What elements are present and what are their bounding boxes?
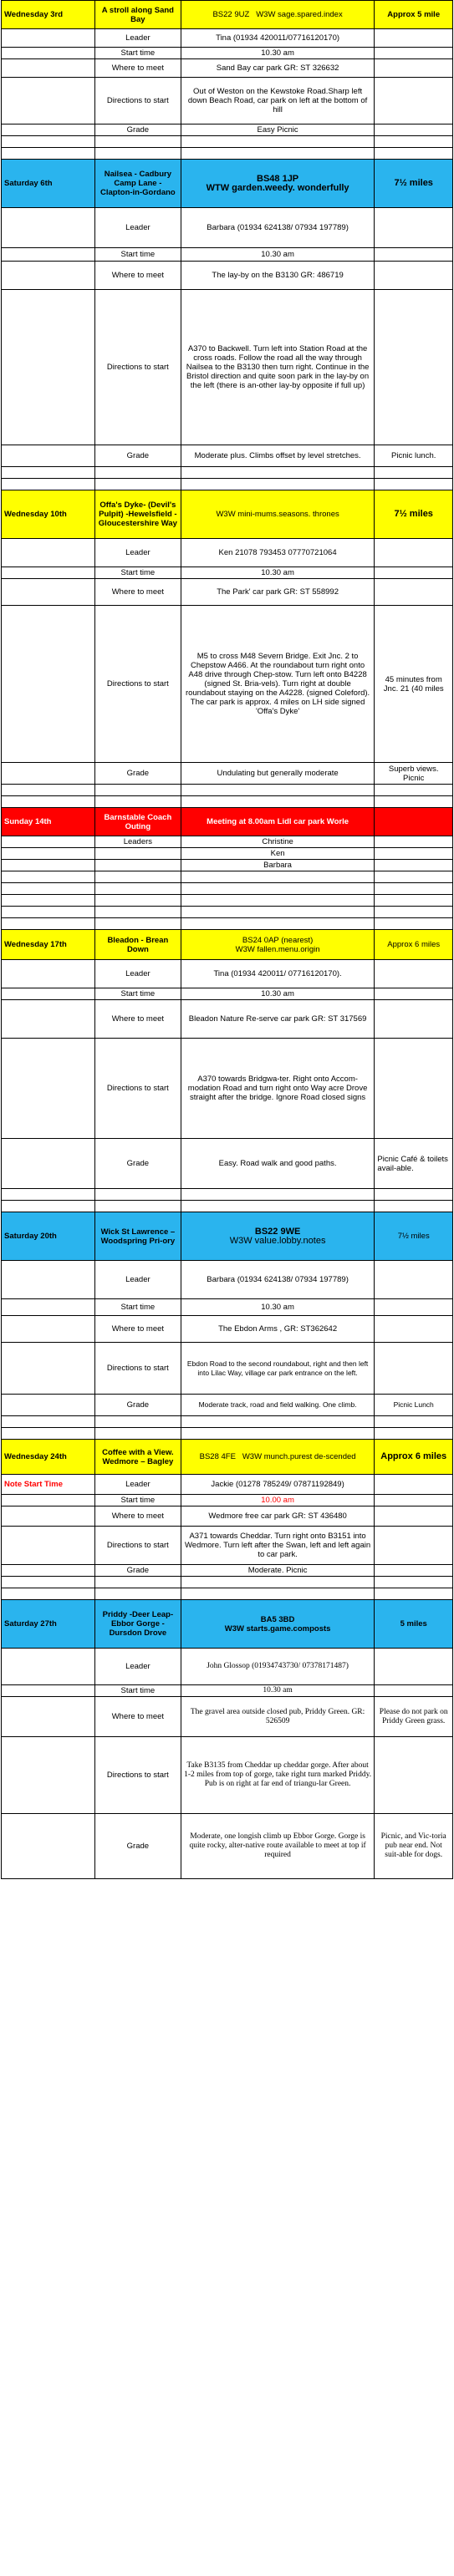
grade-value: Moderate. Picnic (181, 1565, 375, 1577)
grade-note: Picnic Lunch (375, 1395, 453, 1416)
grade-row (2, 763, 453, 785)
meet-label: Where to meet (94, 59, 181, 78)
directions-value: A371 towards Cheddar. Turn right onto B3151 into Wedmore. Turn left after the Swan, left and left again to car park. (181, 1527, 375, 1565)
start-time-label: Start time (94, 567, 181, 579)
directions-row (2, 290, 453, 445)
start-time-row (2, 48, 453, 59)
walk-title: Coffee with a View. Wedmore – Bagley (94, 1440, 181, 1475)
walk-distance: 5 miles (375, 1600, 453, 1649)
leader-value: Barbara (01934 624138/ 07934 197789) (181, 208, 375, 248)
directions-label: Directions to start (94, 290, 181, 445)
grade-row (2, 1814, 453, 1879)
leaders-label: Leaders (94, 836, 181, 848)
walk-location-code: W3W mini-mums.seasons. thrones (181, 490, 375, 539)
leader-value: Tina (01934 420011/07716120170) (181, 29, 375, 48)
meet-row (2, 1000, 453, 1039)
meet-label: Where to meet (94, 1506, 181, 1527)
meet-row (2, 1697, 453, 1737)
leader-value: Ken 21078 793453 07770721064 (181, 539, 375, 567)
note-start-time: Note Start Time (2, 1475, 95, 1495)
start-time-row (2, 988, 453, 1000)
leaders-row (2, 860, 453, 871)
grade-value: Moderate, one longish climb up Ebbor Gorge. Gorge is quite rocky, alter-native route available to meet at top if required (181, 1814, 375, 1879)
start-time-value: 10.30 am (181, 248, 375, 262)
leader-value: Jackie (01278 785249/ 07871192849) (181, 1475, 375, 1495)
start-time-label: Start time (94, 248, 181, 262)
walk-day: Wednesday 3rd (2, 1, 95, 29)
leader-row (2, 208, 453, 248)
directions-value: A370 to Backwell. Turn left into Station Road at the cross roads. Follow the road all the way through Nailsea to the B3130 then turn right. Continue in the Bristol direction and quite soon park in the lay-by on the left (there is an-other lay-by opposite if full up) (181, 290, 375, 445)
grade-row (2, 124, 453, 136)
walk-day: Sunday 14th (2, 808, 95, 836)
directions-row (2, 78, 453, 124)
meet-row (2, 579, 453, 606)
leaders-row (2, 836, 453, 848)
meet-row (2, 59, 453, 78)
grade-note: Picnic, and Vic-toria pub near end. Not suit-able for dogs. (375, 1814, 453, 1879)
meeting-info: Meeting at 8.00am Lidl car park Worle (181, 808, 375, 836)
grade-note: Picnic Café & toilets avail-able. (375, 1139, 453, 1189)
start-time-value: 10.30 am (181, 48, 375, 59)
start-time-row (2, 1685, 453, 1697)
leader-value: Barbara (01934 624138/ 07934 197789) (181, 1261, 375, 1299)
directions-label: Directions to start (94, 1527, 181, 1565)
walk-title: Nailsea - Cadbury Camp Lane - Clapton-in-Gordano (94, 160, 181, 208)
directions-row (2, 1737, 453, 1814)
start-time-row (2, 1299, 453, 1316)
directions-value: M5 to cross M48 Severn Bridge. Exit Jnc. 2 to Chepstow A466. At the roundabout turn right onto A48 drive through Chep-stow. Turn left onto B4228 (signed St. Bria-vels). Turn right at double roundabout staying on the A4228. (signed Coleford). The car park is approx. 4 miles on LH side signed 'Offa's Dyke' (181, 606, 375, 763)
grade-value: Easy Picnic (181, 124, 375, 136)
leader-label: Leader (94, 539, 181, 567)
walk-title: Offa's Dyke- (Devil's Pulpit) -Hewelsfield - Gloucestershire Way (94, 490, 181, 539)
start-time-label: Start time (94, 1495, 181, 1506)
meet-label: Where to meet (94, 262, 181, 290)
walk-day: Wednesday 17th (2, 930, 95, 960)
grade-row (2, 445, 453, 467)
directions-label: Directions to start (94, 1737, 181, 1814)
directions-note: 45 minutes from Jnc. 21 (40 miles (375, 606, 453, 763)
walk-day: Wednesday 10th (2, 490, 95, 539)
walk-day: Saturday 20th (2, 1212, 95, 1261)
directions-value: Out of Weston on the Kewstoke Road.Sharp left down Beach Road, car park on left at the bottom of hill (181, 78, 375, 124)
directions-label: Directions to start (94, 606, 181, 763)
walk-location-code: BS22 9UZ W3W sage.spared.index (181, 1, 375, 29)
walk-title: Bleadon - Brean Down (94, 930, 181, 960)
meet-value: Bleadon Nature Re-serve car park GR: ST 317569 (181, 1000, 375, 1039)
meet-label: Where to meet (94, 579, 181, 606)
grade-note: Picnic lunch. (375, 445, 453, 467)
walk-header-row (2, 1212, 453, 1261)
leader-label: Leader (94, 1475, 181, 1495)
grade-label: Grade (94, 1139, 181, 1189)
walk-title: Priddy -Deer Leap- Ebbor Gorge - Dursdon Drove (94, 1600, 181, 1649)
meet-value: The gravel area outside closed pub, Priddy Green. GR: 526509 (181, 1697, 375, 1737)
walk-distance: 7½ miles (375, 160, 453, 208)
grade-note: Superb views. Picnic (375, 763, 453, 785)
walk-header-row (2, 160, 453, 208)
directions-row (2, 606, 453, 763)
grade-row (2, 1139, 453, 1189)
start-time-row (2, 1495, 453, 1506)
meet-row (2, 1316, 453, 1343)
leader-name: Christine (181, 836, 375, 848)
walk-day: Wednesday 24th (2, 1440, 95, 1475)
grade-label: Grade (94, 763, 181, 785)
directions-row (2, 1527, 453, 1565)
walk-schedule-table (1, 0, 453, 1879)
leader-label: Leader (94, 29, 181, 48)
leader-name: Barbara (181, 860, 375, 871)
meet-value: Wedmore free car park GR: ST 436480 (181, 1506, 375, 1527)
start-time-label: Start time (94, 988, 181, 1000)
grade-value: Undulating but generally moderate (181, 763, 375, 785)
start-time-row (2, 567, 453, 579)
start-time-value: 10.30 am (181, 567, 375, 579)
meet-row (2, 1506, 453, 1527)
grade-value: Moderate track, road and field walking. One climb. (181, 1395, 375, 1416)
directions-row (2, 1039, 453, 1139)
walk-distance: Approx 6 miles (375, 1440, 453, 1475)
start-time-value: 10.30 am (181, 1299, 375, 1316)
leaders-row (2, 848, 453, 860)
meet-note: Please do not park on Priddy Green grass. (375, 1697, 453, 1737)
leader-label: Leader (94, 960, 181, 988)
start-time-label: Start time (94, 48, 181, 59)
start-time-label: Start time (94, 1685, 181, 1697)
walk-location-code: BS24 0AP (nearest) W3W fallen.menu.origin (181, 930, 375, 960)
leader-name: Ken (181, 848, 375, 860)
walk-location-code: BS48 1JP WTW garden.weedy. wonderfully (181, 160, 375, 208)
walk-day: Saturday 27th (2, 1600, 95, 1649)
walk-header-row (2, 808, 453, 836)
walk-header-row (2, 1440, 453, 1475)
meet-label: Where to meet (94, 1316, 181, 1343)
directions-row (2, 1343, 453, 1395)
leader-label: Leader (94, 208, 181, 248)
meet-row (2, 262, 453, 290)
leader-row (2, 1261, 453, 1299)
start-time-value: 10.00 am (181, 1495, 375, 1506)
grade-row (2, 1395, 453, 1416)
grade-label: Grade (94, 124, 181, 136)
meet-value: The Park' car park GR: ST 558992 (181, 579, 375, 606)
walk-header-row (2, 1600, 453, 1649)
meet-value: The Ebdon Arms , GR: ST362642 (181, 1316, 375, 1343)
directions-value: Ebdon Road to the second roundabout, right and then left into Lilac Way, village car park entrance on the left. (181, 1343, 375, 1395)
grade-value: Moderate plus. Climbs offset by level stretches. (181, 445, 375, 467)
leader-label: Leader (94, 1649, 181, 1685)
grade-label: Grade (94, 1395, 181, 1416)
walk-day: Saturday 6th (2, 160, 95, 208)
walk-location-code: BS28 4FE W3W munch.purest de-scended (181, 1440, 375, 1475)
start-time-value: 10.30 am (181, 988, 375, 1000)
walk-header-row (2, 1, 453, 29)
walk-header-row (2, 930, 453, 960)
meet-value: The lay-by on the B3130 GR: 486719 (181, 262, 375, 290)
directions-value: A370 towards Bridgwa-ter. Right onto Accom-modation Road and turn right onto Way acre Drove straight after the bridge. Ignore Road closed signs (181, 1039, 375, 1139)
directions-label: Directions to start (94, 78, 181, 124)
walk-distance: 7½ miles (375, 1212, 453, 1261)
walk-location-code: BA5 3BD W3W starts.game.composts (181, 1600, 375, 1649)
start-time-value: 10.30 am (181, 1685, 375, 1697)
meet-value: Sand Bay car park GR: ST 326632 (181, 59, 375, 78)
leader-label: Leader (94, 1261, 181, 1299)
grade-value: Easy. Road walk and good paths. (181, 1139, 375, 1189)
grade-row (2, 1565, 453, 1577)
meet-label: Where to meet (94, 1697, 181, 1737)
walk-distance: Approx 6 miles (375, 930, 453, 960)
start-time-label: Start time (94, 1299, 181, 1316)
grade-label: Grade (94, 445, 181, 467)
leader-row (2, 539, 453, 567)
meet-label: Where to meet (94, 1000, 181, 1039)
directions-value: Take B3135 from Cheddar up cheddar gorge. After about 1-2 miles from top of gorge, take right turn marked Priddy. Pub is on right at far end of triangu-lar Green. (181, 1737, 375, 1814)
walk-location-code: BS22 9WE W3W value.lobby.notes (181, 1212, 375, 1261)
walk-title: A stroll along Sand Bay (94, 1, 181, 29)
walk-title: Wick St Lawrence – Woodspring Pri-ory (94, 1212, 181, 1261)
directions-label: Directions to start (94, 1039, 181, 1139)
leader-row (2, 1649, 453, 1685)
leader-value: Tina (01934 420011/ 07716120170). (181, 960, 375, 988)
walk-title: Barnstable Coach Outing (94, 808, 181, 836)
walk-header-row (2, 490, 453, 539)
walk-distance: Approx 5 mile (375, 1, 453, 29)
leader-row (2, 960, 453, 988)
grade-label: Grade (94, 1814, 181, 1879)
leader-value: John Glossop (01934743730/ 07378171487) (181, 1649, 375, 1685)
directions-label: Directions to start (94, 1343, 181, 1395)
grade-label: Grade (94, 1565, 181, 1577)
leader-row (2, 1475, 453, 1495)
walk-distance: 7½ miles (375, 490, 453, 539)
leader-row (2, 29, 453, 48)
start-time-row (2, 248, 453, 262)
